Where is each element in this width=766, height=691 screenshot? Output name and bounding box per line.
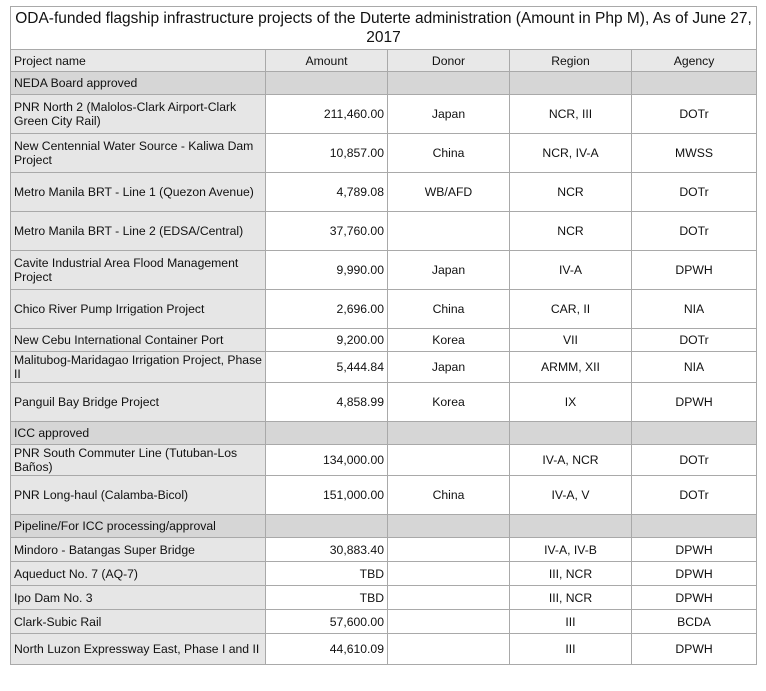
header-amount: Amount [266, 50, 388, 72]
project-amount: 9,200.00 [266, 329, 388, 352]
project-donor [388, 538, 510, 562]
project-region: IX [510, 383, 632, 422]
project-region: III, NCR [510, 562, 632, 586]
table-row [11, 634, 757, 665]
project-donor: China [388, 476, 510, 515]
project-agency: DOTr [632, 329, 757, 352]
table-row [11, 212, 757, 251]
section-row [11, 422, 757, 445]
project-donor: China [388, 290, 510, 329]
project-name: New Centennial Water Source - Kaliwa Dam Project [11, 134, 266, 173]
section-label: NEDA Board approved [11, 72, 266, 95]
table-row [11, 383, 757, 422]
project-name: Chico River Pump Irrigation Project [11, 290, 266, 329]
project-amount: 30,883.40 [266, 538, 388, 562]
project-agency: DPWH [632, 538, 757, 562]
project-agency: NIA [632, 352, 757, 383]
project-amount: 9,990.00 [266, 251, 388, 290]
table-row [11, 538, 757, 562]
project-amount: 44,610.09 [266, 634, 388, 665]
section-row [11, 72, 757, 95]
table-row [11, 562, 757, 586]
project-amount: 4,858.99 [266, 383, 388, 422]
project-region: NCR [510, 212, 632, 251]
project-region: IV-A, V [510, 476, 632, 515]
project-region: IV-A [510, 251, 632, 290]
table-row [11, 134, 757, 173]
section-label: ICC approved [11, 422, 266, 445]
project-name: Malitubog-Maridagao Irrigation Project, Phase II [11, 352, 266, 383]
header-project: Project name [11, 50, 266, 72]
table-row [11, 445, 757, 476]
project-agency: DPWH [632, 562, 757, 586]
project-name: Metro Manila BRT - Line 2 (EDSA/Central) [11, 212, 266, 251]
table-row [11, 586, 757, 610]
header-donor: Donor [388, 50, 510, 72]
project-donor: Japan [388, 95, 510, 134]
table-row [11, 329, 757, 352]
project-donor [388, 212, 510, 251]
project-region: III [510, 610, 632, 634]
project-amount: 57,600.00 [266, 610, 388, 634]
project-name: PNR North 2 (Malolos-Clark Airport-Clark Green City Rail) [11, 95, 266, 134]
project-region: III, NCR [510, 586, 632, 610]
table-row [11, 290, 757, 329]
project-donor [388, 562, 510, 586]
project-agency: DOTr [632, 95, 757, 134]
project-donor [388, 610, 510, 634]
project-name: New Cebu International Container Port [11, 329, 266, 352]
project-name: Cavite Industrial Area Flood Management Project [11, 251, 266, 290]
project-amount: 4,789.08 [266, 173, 388, 212]
table-row [11, 251, 757, 290]
table-row [11, 95, 757, 134]
project-name: Panguil Bay Bridge Project [11, 383, 266, 422]
project-agency: MWSS [632, 134, 757, 173]
project-name: Aqueduct No. 7 (AQ-7) [11, 562, 266, 586]
project-agency: NIA [632, 290, 757, 329]
header-region: Region [510, 50, 632, 72]
project-agency: DPWH [632, 586, 757, 610]
project-donor: China [388, 134, 510, 173]
project-agency: DOTr [632, 173, 757, 212]
project-amount: TBD [266, 562, 388, 586]
project-name: PNR Long-haul (Calamba-Bicol) [11, 476, 266, 515]
project-agency: DPWH [632, 634, 757, 665]
project-donor: WB/AFD [388, 173, 510, 212]
project-agency: DOTr [632, 445, 757, 476]
project-donor: Japan [388, 251, 510, 290]
project-donor: Korea [388, 383, 510, 422]
project-name: Ipo Dam No. 3 [11, 586, 266, 610]
project-amount: TBD [266, 586, 388, 610]
table-row [11, 173, 757, 212]
table-row [11, 476, 757, 515]
project-amount: 134,000.00 [266, 445, 388, 476]
table-row [11, 352, 757, 383]
project-region: IV-A, IV-B [510, 538, 632, 562]
section-label: Pipeline/For ICC processing/approval [11, 515, 266, 538]
project-amount: 10,857.00 [266, 134, 388, 173]
projects-table [10, 6, 757, 665]
project-agency: DPWH [632, 383, 757, 422]
project-name: Metro Manila BRT - Line 1 (Quezon Avenue) [11, 173, 266, 212]
project-amount: 2,696.00 [266, 290, 388, 329]
project-region: IV-A, NCR [510, 445, 632, 476]
project-amount: 211,460.00 [266, 95, 388, 134]
project-donor [388, 445, 510, 476]
project-region: VII [510, 329, 632, 352]
project-region: NCR, IV-A [510, 134, 632, 173]
project-agency: DPWH [632, 251, 757, 290]
project-region: ARMM, XII [510, 352, 632, 383]
section-row [11, 515, 757, 538]
project-name: PNR South Commuter Line (Tutuban-Los Baños) [11, 445, 266, 476]
header-row [11, 50, 757, 72]
table-title: ODA-funded flagship infrastructure projects of the Duterte administration (Amount in Php M), As of June 27, 2017 [11, 7, 757, 50]
project-donor: Korea [388, 329, 510, 352]
project-region: CAR, II [510, 290, 632, 329]
project-region: III [510, 634, 632, 665]
title-row [11, 7, 757, 50]
project-donor: Japan [388, 352, 510, 383]
project-amount: 37,760.00 [266, 212, 388, 251]
project-agency: DOTr [632, 212, 757, 251]
project-region: NCR [510, 173, 632, 212]
project-donor [388, 586, 510, 610]
project-agency: BCDA [632, 610, 757, 634]
project-amount: 151,000.00 [266, 476, 388, 515]
header-agency: Agency [632, 50, 757, 72]
project-region: NCR, III [510, 95, 632, 134]
project-donor [388, 634, 510, 665]
project-name: Clark-Subic Rail [11, 610, 266, 634]
table-row [11, 610, 757, 634]
project-name: Mindoro - Batangas Super Bridge [11, 538, 266, 562]
project-agency: DOTr [632, 476, 757, 515]
project-amount: 5,444.84 [266, 352, 388, 383]
project-name: North Luzon Expressway East, Phase I and II [11, 634, 266, 665]
